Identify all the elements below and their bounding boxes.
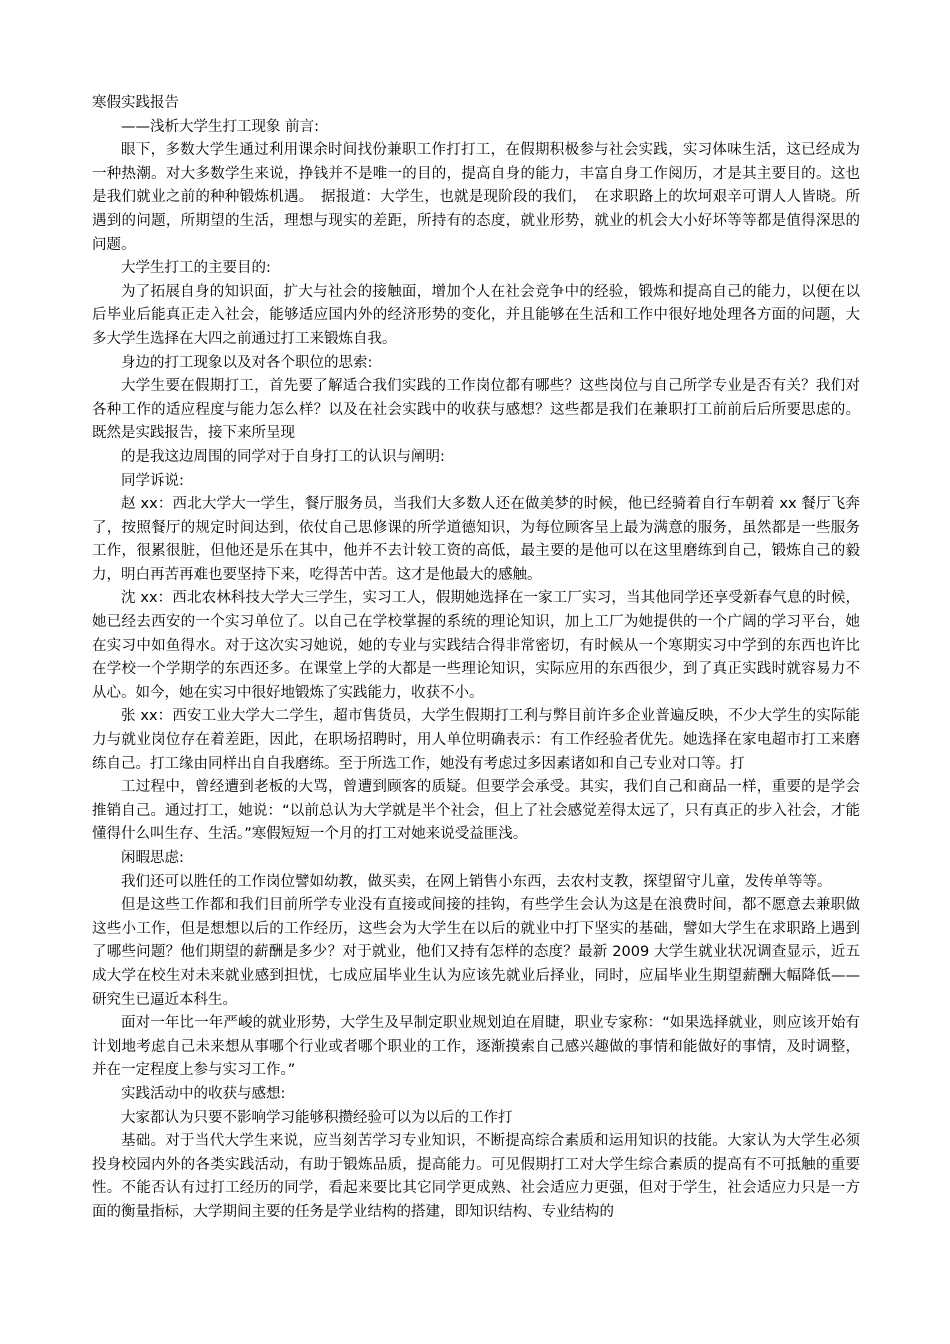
heading-gains: 实践活动中的收获与感想: — [121, 1085, 286, 1102]
paragraph-shen: 沈 xx：西北农林科技大学大三学生，实习工人，假期她选择在一家工厂实习，当其他同学还享受新春气息的时候，她已经去西安的一个实习单位了。以自己在学校掌握的系统的理论知识，加上工厂为她提供的一个广阔的学习平台，她在实习中如鱼得水。对于这次实习她说，她的专业与实践结合得非常密切，有时候从一个寒期实习中学到的东西也许比在学校一个学期学的东西还多。在课堂上学的大都是一些理论知识，实际应用的东西很少，到了真正实践时就容易力不从心。如今，她在实习中很好地锻炼了实践能力，收获不小。 — [92, 590, 860, 701]
paragraph-career-plan: 面对一年比一年严峻的就业形势，大学生及早制定职业规划迫在眉睫，职业专家称：“如果选择就业，则应该开始有计划地考虑自己未来想从事哪个行业或者哪个职业的工作，逐渐摸索自己感兴趣做的事情和能做好的事情，及时调整，并在一定程度上参与实习工作。” — [92, 1015, 860, 1079]
paragraph-intro: 眼下，多数大学生通过利用课余时间找份兼职工作打打工，在假期积极参与社会实践，实习体味生活，这已经成为一种热潮。对大多数学生来说，挣钱并不是唯一的目的，提高自身的能力，丰富自身工作阅历，才是其主要目的。这也是我们就业之前的种种锻炼机遇。 据报道：大学生，也就是现阶段的我们， 在求职路上的坎坷艰辛可谓人人皆晓。所遇到的问题，所期望的生活，理想与现实的差距，所持有的态度，就业形势，就业的机会大小好坏等等都是值得深思的问题。 — [92, 142, 860, 253]
paragraph-purpose: 为了拓展自身的知识面，扩大与社会的接触面，增加个人在社会竞争中的经验，锻炼和提高自己的能力，以便在以后毕业后能真正走入社会，能够适应国内外的经济形势的变化，并且能够在生活和工作中很好地处理各方面的问题，大多大学生选择在大四之前通过打工来锻炼自我。 — [92, 283, 860, 347]
paragraph-jobs: 我们还可以胜任的工作岗位譬如幼教，做买卖，在网上销售小东西，去农村支教，探望留守儿童，发传单等等。 — [121, 873, 832, 890]
paragraph-classmates-intro: 的是我这边周围的同学对于自身打工的认识与阐明: — [121, 448, 445, 465]
heading-phenomena: 身边的打工现象以及对各个职位的思索: — [121, 354, 373, 371]
paragraph-gains: 基础。对于当代大学生来说，应当刻苦学习专业知识，不断提高综合素质和运用知识的技能。大家认为大学生必须投身校园内外的各类实践活动，有助于锻炼品质，提高能力。可见假期打工对大学生综合素质的提高有不可抵触的重要性。不能否认有过打工经历的同学，看起来要比其它同学更成熟、社会适应力更强，但对于学生，社会适应力只是一方面的衡量指标，大学期间主要的任务是学业结构的搭建，即知识结构、专业结构的 — [92, 1133, 860, 1220]
paragraph-gains-intro: 大家都认为只要不影响学习能够积攒经验可以为以后的工作打 — [121, 1109, 513, 1126]
heading-classmates: 同学诉说: — [121, 472, 184, 489]
paragraph-zhang: 张 xx：西安工业大学大二学生，超市售货员，大学生假期打工利与弊目前许多企业普遍反映，不少大学生的实际能力与就业岗位存在着差距，因此，在职场招聘时，用人单位明确表示：有工作经验者优先。她选择在家电超市打工来磨练自己。打工缘由同样出自自我磨练。至于所选工作，她没有考虑过多因素诸如和自己专业对口等。打 — [92, 708, 860, 772]
heading-main-purpose: 大学生打工的主要目的: — [121, 260, 271, 277]
document-page — [92, 92, 860, 1225]
heading-leisure: 闲暇思虑: — [121, 850, 184, 866]
document-title: 寒假实践报告 — [92, 95, 179, 111]
paragraph-zhang-continued: 工过程中，曾经遭到老板的大骂，曾遭到顾客的质疑。但要学会承受。其实，我们自己和商品一样，重要的是学会推销自己。通过打工，她说：“以前总认为大学就是半个社会，但上了社会感觉差得太远了，只有真正的步入社会，才能懂得什么叫生存、生活。”寒假短短一个月的打工对她来说受益匪浅。 — [92, 779, 860, 843]
subtitle-preface: ——浅析大学生打工现象 前言: — [121, 118, 319, 135]
paragraph-zhao: 赵 xx：西北大学大一学生，餐厅服务员，当我们大多数人还在做美梦的时候，他已经骑着自行车朝着 xx 餐厅飞奔了，按照餐厅的规定时间达到，依仗自己思修课的所学道德知识，为每位顾客呈上最为满意的服务，虽然都是一些服务工作，很累很脏，但他还是乐在其中，他并不去计较工资的高低，最主要的是他可以在这里磨练到自己，锻炼自己的毅力，明白再苦再难也要坚持下来，吃得苦中苦。这才是他最大的感触。 — [92, 496, 860, 583]
paragraph-employment: 但是这些工作都和我们目前所学专业没有直接或间接的挂钩，有些学生会认为这是在浪费时间，都不愿意去兼职做这些小工作，但是想想以后的工作经历，这些会为大学生在以后的就业中打下坚实的基础，譬如大学生在求职路上遇到了哪些问题？他们期望的薪酬是多少？对于就业，他们又持有怎样的态度？最新 2009 大学生就业状况调查显示，近五成大学在校生对未来就业感到担忧，七成应届毕业生认为应该先就业后择业，同时，应届毕业生期望薪酬大幅降低——研究生已逼近本科生。 — [92, 897, 860, 1008]
paragraph-questions: 大学生要在假期打工，首先要了解适合我们实践的工作岗位都有哪些？这些岗位与自己所学专业是否有关？我们对各种工作的适应程度与能力怎么样？以及在社会实践中的收获与感想？这些都是我们在兼职打工前前后后所要思虑的。既然是实践报告，接下来所呈现 — [92, 378, 860, 442]
